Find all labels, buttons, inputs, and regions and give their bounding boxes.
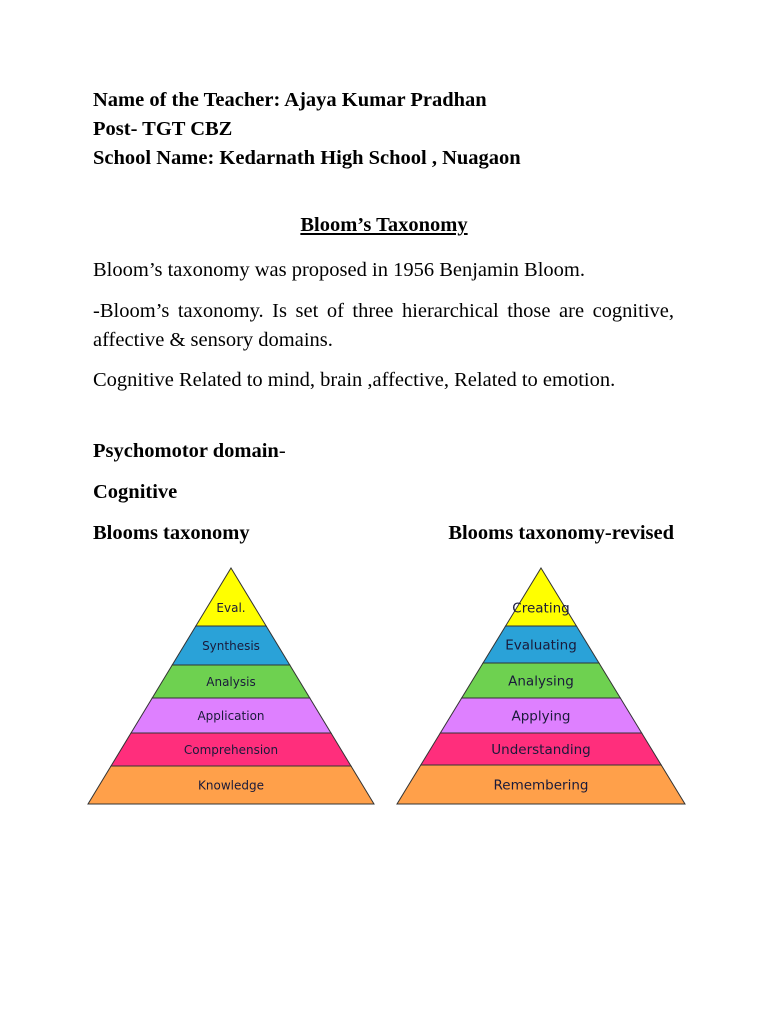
pyramid-level-creating [506, 568, 577, 626]
psychomotor-label: Psychomotor domain [93, 440, 279, 462]
pyramid-label-application: Application [197, 708, 265, 723]
pyramid-label-evaluating: Evaluating [505, 637, 577, 654]
pyramid-label-applying: Applying [511, 708, 571, 725]
psychomotor-dash: - [278, 440, 286, 462]
paragraph-cognitive: Cognitive Related to mind, brain ,affective, Related to emotion. [93, 369, 616, 391]
pyramid-original [87, 566, 377, 808]
blooms-revised-heading: Blooms taxonomy-revised [448, 522, 674, 544]
pyramid-revised [396, 566, 688, 808]
document-header [93, 86, 521, 173]
cognitive-heading: Cognitive [93, 481, 178, 503]
teacher-post: Post- TGT CBZ [93, 118, 233, 140]
paragraph-origin: Bloom’s taxonomy was proposed in 1956 Benjamin Bloom. [93, 259, 585, 281]
pyramid-label-comprehension: Comprehension [183, 742, 279, 757]
pyramid-label-eval: Eval. [216, 600, 246, 615]
pyramid-label-understanding: Understanding [491, 741, 591, 758]
paragraph-domains: -Bloom’s taxonomy. Is set of three hierarchical those are cognitive, affective & sensory domains. [93, 300, 674, 351]
document-title: Bloom’s Taxonomy [300, 214, 468, 236]
teacher-name: Name of the Teacher: Ajaya Kumar Pradhan [93, 89, 487, 111]
pyramid-label-remembering: Remembering [493, 777, 589, 794]
psychomotor-heading [93, 437, 286, 466]
pyramid-label-knowledge: Knowledge [198, 778, 264, 793]
pyramid-label-synthesis: Synthesis [202, 638, 260, 653]
pyramid-label-analysing: Analysing [508, 673, 574, 690]
pyramid-label-creating: Creating [512, 600, 570, 617]
school-name: School Name: Kedarnath High School , Nuagaon [93, 147, 521, 169]
pyramid-level-eval [196, 568, 266, 626]
blooms-original-heading: Blooms taxonomy [93, 522, 250, 544]
pyramid-label-analysis: Analysis [206, 674, 256, 689]
